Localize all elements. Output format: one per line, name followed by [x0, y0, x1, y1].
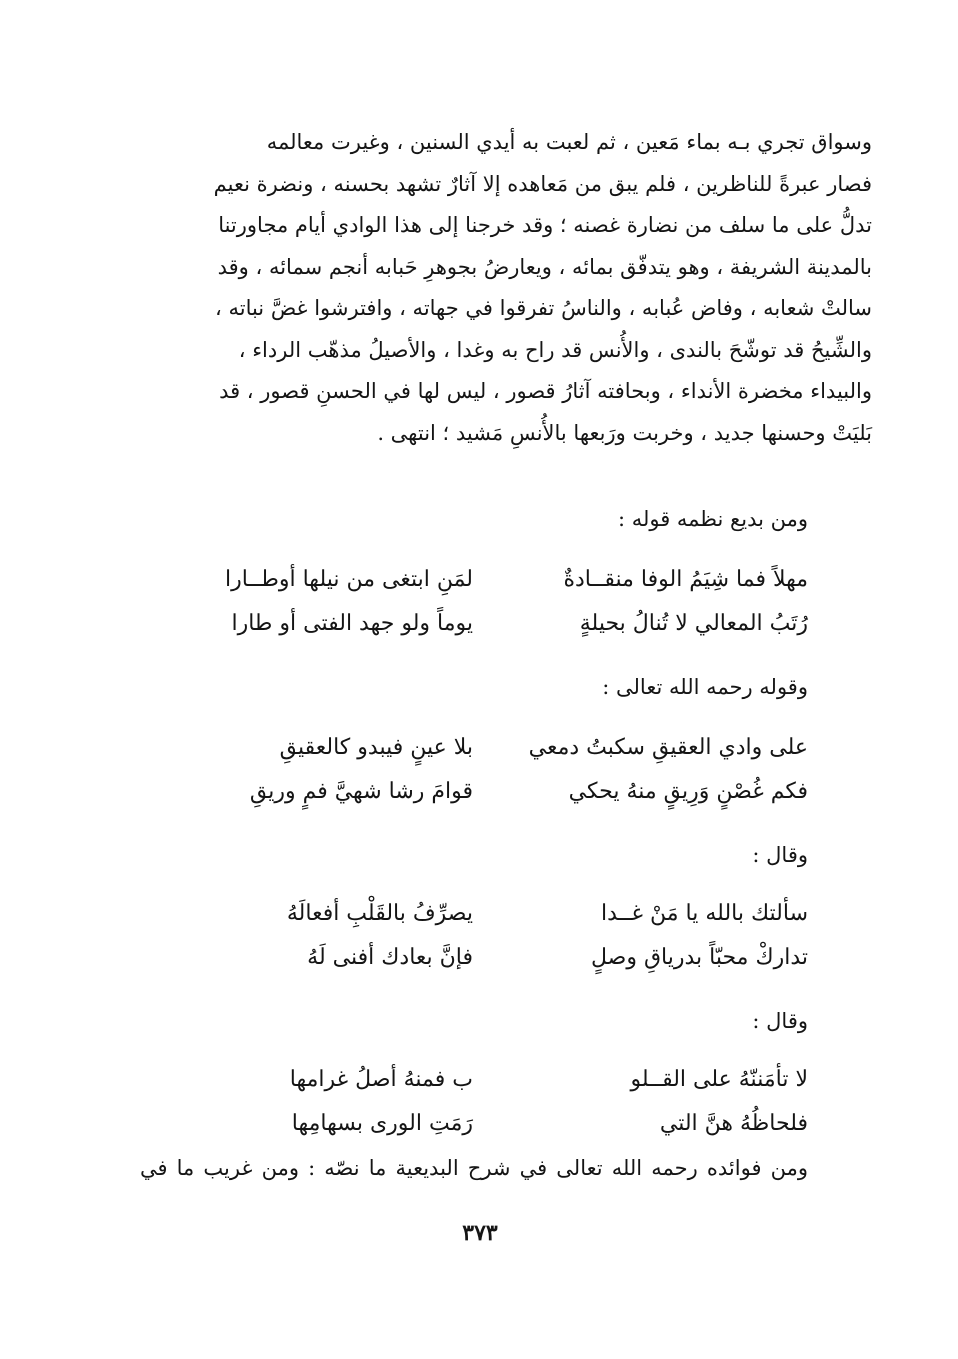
prose-paragraph: [136, 122, 872, 454]
poem-intro: وقال :: [752, 1009, 808, 1033]
verse-line: [198, 938, 808, 978]
verse-hemistich-second: يصرِّفُ بالقَلْبِ أفعالَهُ: [286, 901, 473, 926]
prose-line: تدلُّ على ما سلف من نضارة غصنه ؛ وقد خرجنا إلى هذا الوادي أيام مجاورتنا: [218, 213, 872, 237]
verse-line: [198, 894, 808, 934]
verse-line: [198, 772, 808, 812]
prose-line: سالتْ شعابه ، وفاض عُبابه ، والناسُ تفرقوا في جهاته ، وافترشوا غضَّ نباته ،: [215, 296, 872, 320]
poem-block: [198, 728, 808, 812]
poem-block: [198, 560, 808, 644]
poem-intro: ومن بديع نظمه قوله :: [617, 507, 808, 531]
poem-intro: وقوله رحمه الله تعالى :: [602, 675, 808, 699]
verse-hemistich-first: رُتَبُ المعالي لا تُنالُ بحيلةٍ: [579, 611, 808, 636]
verse-hemistich-second: لمَنِ ابتغى من نيلها أوطــارا: [225, 567, 473, 592]
verse-hemistich-first: فكم غُصْنٍ وَرِيقٍ منهُ يحكي: [568, 779, 808, 804]
verse-hemistich-first: فلحاظُهُ هنَّ التي: [659, 1111, 808, 1136]
prose-line: بَليَتْ وحسنها جديد ، وخربت ورَبعها بالأُنسِ مَشيد ؛ انتهى .: [377, 420, 872, 445]
verse-hemistich-first: تداركْ محبّاً بدرياقِ وصلٍ: [590, 945, 808, 970]
verse-line: [198, 1104, 808, 1144]
poem-intro: وقال :: [752, 843, 808, 867]
verse-hemistich-first: لا تأمَننّهُ على القــلو: [630, 1067, 808, 1092]
verse-hemistich-first: سألتك بالله يا مَنْ غــدا: [600, 901, 808, 926]
verse-hemistich-second: رَمَتِ الورى بسهامِها: [291, 1111, 473, 1136]
prose-line: والشِّيحُ قد توشّحَ بالندى ، والأُنس قد راح به وغدا ، والأصيلُ مذهّب الرداء ،: [238, 337, 872, 362]
verse-line: [198, 560, 808, 600]
verse-hemistich-second: يوماً ولو جهد الفتى أو طارا: [231, 611, 473, 636]
verse-hemistich-second: ب فمنهُ أصلُ غرامها: [289, 1067, 473, 1092]
prose-line: فصار عبرةً للناظرين ، فلم يبق من مَعاهده إلا آثارٌ تشهد بحسنه ، ونضرة نعيم: [213, 171, 872, 196]
closing-line: ومن فوائده رحمه الله تعالى في شرح البديعية ما نصّه : ومن غريب ما في: [140, 1156, 808, 1180]
verse-hemistich-second: فإنَّ بعادك أفنى لَهُ: [307, 945, 473, 970]
poem-block: [198, 894, 808, 978]
verse-line: [198, 1060, 808, 1100]
poem-block: [198, 1060, 808, 1144]
verse-line: [198, 604, 808, 644]
prose-line: وسواق تجري بـه بماء مَعين ، ثم لعبت به أيدي السنين ، وغيرت معالمه: [266, 130, 872, 154]
verse-hemistich-first: مهلاً فما شِيَمُ الوفا منقــادةٌ: [563, 567, 808, 592]
page-number: ٣٧٣: [462, 1220, 498, 1246]
verse-hemistich-second: قوامَ رشا شهيَّ فمٍ وريقِ: [249, 779, 473, 804]
verse-hemistich-first: على وادي العقيقِ سكبتُ دمعي: [528, 735, 808, 760]
verse-hemistich-second: بلا عينٍ فيبدو كالعقيقِ: [279, 735, 473, 760]
verse-line: [198, 728, 808, 768]
prose-line: والبيداء مخضرة الأنداء ، وبحافته آثارُ قصور ، ليس لها في الحسنِ قصور ، قد: [219, 379, 872, 403]
prose-line: بالمدينة الشريفة ، وهو يتدفّق بمائه ، ويعارضُ بجوهرِ حَبابه أنجم سمائه ، وقد: [217, 254, 872, 279]
